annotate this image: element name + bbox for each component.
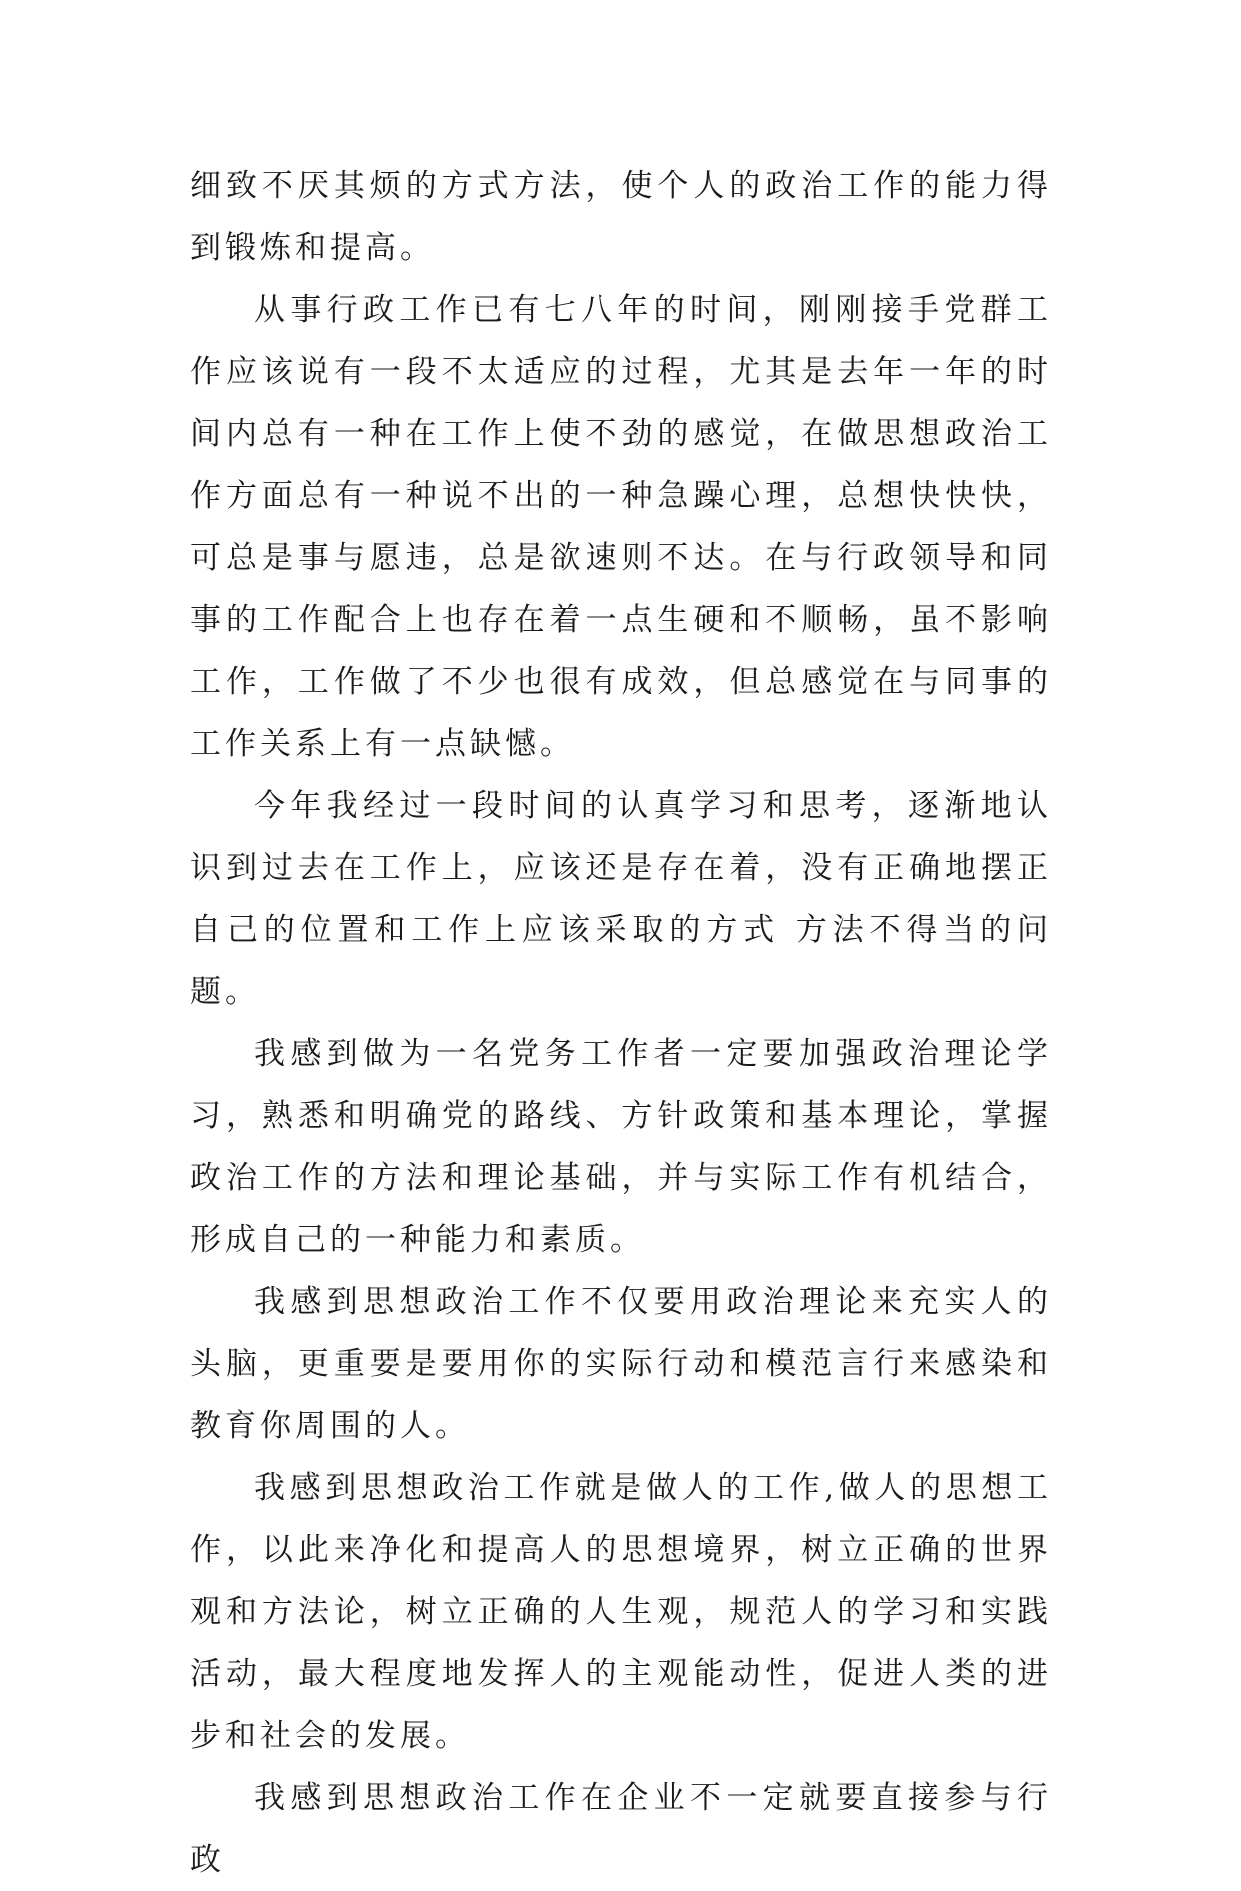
paragraph-continuation: 细致不厌其烦的方式方法，使个人的政治工作的能力得到锻炼和提高。 — [190, 168, 1052, 266]
paragraph: 我感到思想政治工作在企业不一定就要直接参与行政 — [190, 1780, 1052, 1878]
paragraph: 我感到思想政治工作不仅要用政治理论来充实人的头脑，更重要是要用你的实际行动和模范言行来感染和教育你周围的人。 — [190, 1284, 1052, 1444]
paragraph: 我感到思想政治工作就是做人的工作,做人的思想工作，以此来净化和提高人的思想境界，树立正确的世界观和方法论，树立正确的人生观，规范人的学习和实践活动，最大程度地发挥人的主观能动性，促进人类的进步和社会的发展。 — [190, 1470, 1052, 1754]
paragraph: 从事行政工作已有七八年的时间，刚刚接手党群工作应该说有一段不太适应的过程，尤其是去年一年的时间内总有一种在工作上使不劲的感觉，在做思想政治工作方面总有一种说不出的一种急躁心理，总想快快快，可总是事与愿违，总是欲速则不达。在与行政领导和同事的工作配合上也存在着一点生硬和不顺畅，虽不影响工作，工作做了不少也很有成效，但总感觉在与同事的工作关系上有一点缺憾。 — [190, 292, 1052, 762]
paragraph: 我感到做为一名党务工作者一定要加强政治理论学习，熟悉和明确党的路线、方针政策和基本理论，掌握政治工作的方法和理论基础，并与实际工作有机结合，形成自己的一种能力和素质。 — [190, 1036, 1052, 1258]
document-body — [190, 155, 1052, 1891]
paragraph: 今年我经过一段时间的认真学习和思考，逐渐地认识到过去在工作上，应该还是存在着，没有正确地摆正自己的位置和工作上应该采取的方式 方法不得当的问题。 — [190, 788, 1052, 1010]
